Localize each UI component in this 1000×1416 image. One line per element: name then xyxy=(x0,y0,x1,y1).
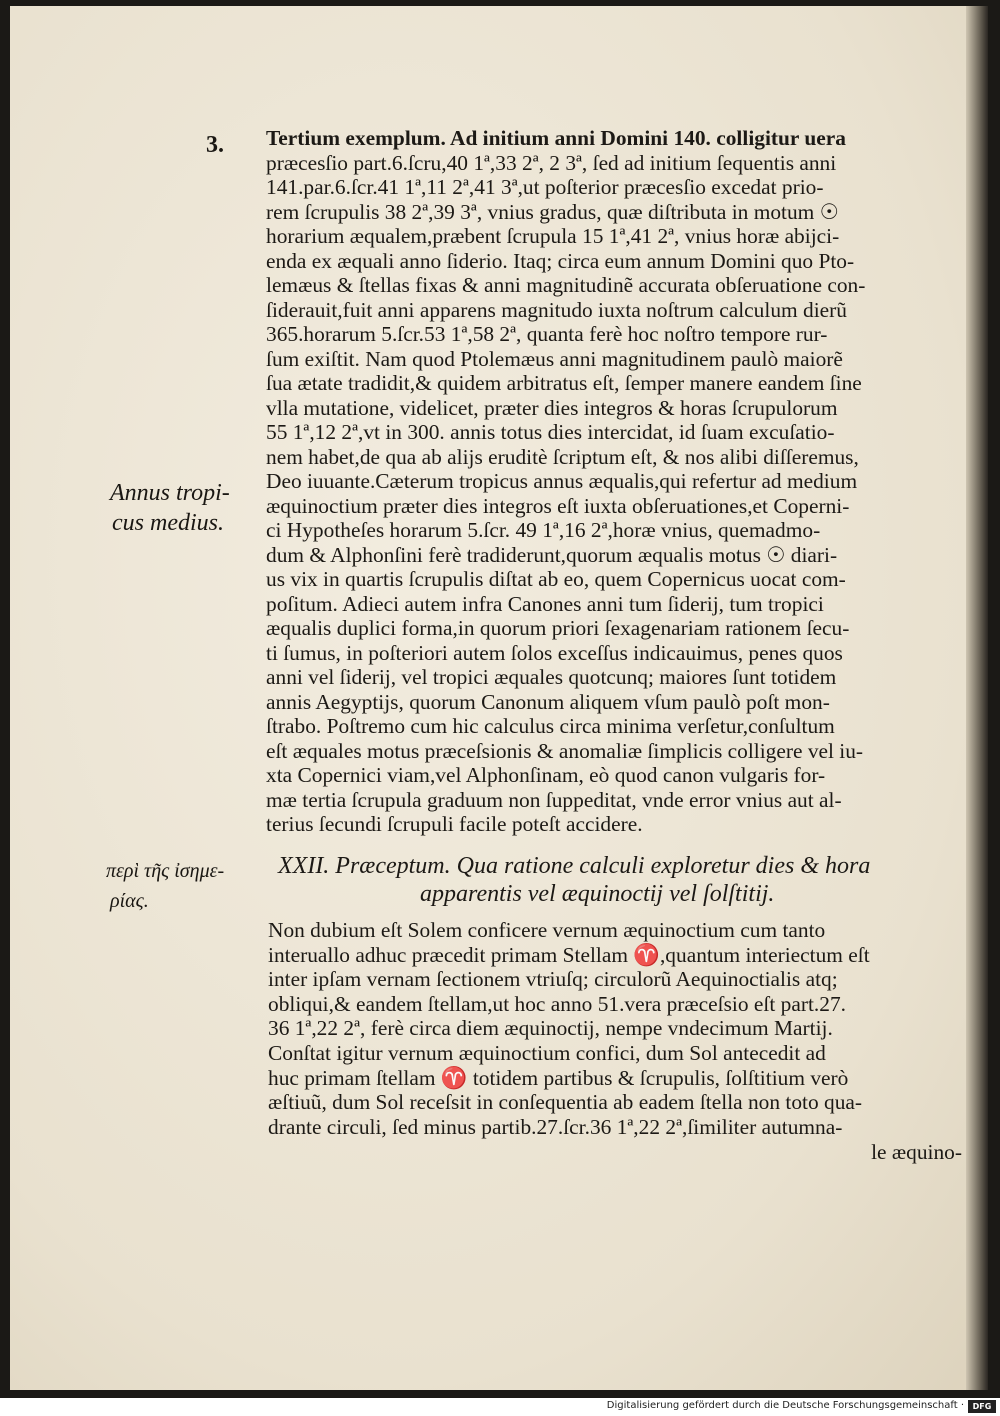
text-line: enda ex æquali anno ſiderio. Itaq; circa eum annum Domini quo Pto- xyxy=(266,248,855,273)
text-line: eſt æquales motus præceſsionis & anomaliæ ſimplicis colligere vel iu- xyxy=(266,738,864,763)
text-line: drante circuli, ſed minus partib.27.ſcr.36 1ª,22 2ª,ſimiliter autumna- xyxy=(268,1114,843,1139)
text-line: vlla mutatione, videlicet, præter dies integros & horas ſcrupulorum xyxy=(266,395,838,420)
text-line: annis Aegyptijs, quorum Canonum aliquem vſum paulò poſt mon- xyxy=(266,689,830,714)
text-line: 36 1ª,22 2ª, ferè circa diem æquinoctij, nempe vndecimum Martij. xyxy=(268,1016,833,1041)
text-line: ſua ætate tradidit,& quidem arbitratus eſt, ſemper manere eandem ſine xyxy=(266,371,862,395)
text-line: Tertium exemplum. Ad initium anni Domini 140. colligitur uera xyxy=(266,126,846,150)
text-line: Non dubium eſt Solem conficere vernum æquinoctium cum tanto xyxy=(268,918,826,942)
text-line: us vix in quartis ſcrupulis diſtat ab eo, quem Copernicus uocat com- xyxy=(266,567,846,591)
text-line: huc primam ſtellam ♈ totidem partibus & ſcrupulis, ſolſtitium verò xyxy=(268,1065,849,1090)
text-line: ſtrabo. Poſtremo cum hic calculus circa minima verſetur,conſultum xyxy=(266,714,835,738)
text-line: horarium æqualem,præbent ſcrupula 15 1ª,41 2ª, vnius horæ abijci- xyxy=(266,224,840,248)
text-line: 365.horarum 5.ſcr.53 1ª,58 2ª, quanta ferè hoc noſtro tempore rur- xyxy=(266,322,828,346)
heading-line: XXII. Præceptum. Qua ratione calculi exploretur dies & hora xyxy=(278,853,871,879)
section-heading xyxy=(278,852,958,908)
page-number: 3. xyxy=(206,132,224,158)
paragraph-non-dubium xyxy=(268,918,962,1139)
text-line: ci Hypotheſes horarum 5.ſcr. 49 1ª,16 2ª,horæ vnius, quemadmo- xyxy=(266,518,821,542)
text-line: Deo iuuante.Cæterum tropicus annus æqualis,qui refertur ad medium xyxy=(266,469,858,493)
margin-note-line: ρίας. xyxy=(110,890,149,912)
margin-note-annus-tropicus xyxy=(110,478,266,538)
margin-note-line: Annus tropi- xyxy=(110,480,230,506)
margin-note-line: cus medius. xyxy=(112,510,224,536)
text-line: inter ipſam vernam ſectionem vtriuſq; circulorũ Aequinoctialis atq; xyxy=(268,967,838,992)
text-line: ſum exiſtit. Nam quod Ptolemæus anni magnitudinem paulò maiorẽ xyxy=(266,346,843,371)
text-line: interuallo adhuc præcedit primam Stellam ♈,quantum interiectum eſt xyxy=(268,942,870,967)
text-line: Conſtat igitur vernum æquinoctium confici, dum Sol antecedit ad xyxy=(268,1040,826,1065)
text-line: ti ſumus, in poſteriori autem ſolos exceſſus indicauimus, penes quos xyxy=(266,640,843,665)
text-line: dum & Alphonſini ferè tradiderunt,quorum æqualis motus ☉ diari- xyxy=(266,542,838,567)
text-line: æquinoctium præter dies integros eſt iuxta obſeruationes,et Coperni- xyxy=(266,493,850,518)
text-line: poſitum. Adieci autem infra Canones anni tum ſiderij, tum tropici xyxy=(266,591,824,616)
text-line: terius ſecundi ſcrupuli facile poteſt accidere. xyxy=(266,812,643,836)
text-line: xta Copernici viam,vel Alphonſinam, eò quod canon vulgaris for- xyxy=(266,763,826,787)
paragraph-tertium-exemplum xyxy=(266,126,960,837)
text-line: 55 1ª,12 2ª,vt in 300. annis totus dies intercidat, id ſuam excuſatio- xyxy=(266,420,835,444)
text-line: ſiderauit,fuit anni apparens magnitudo iuxta noſtrum calculum dierũ xyxy=(266,297,847,322)
text-line: præcesſio part.6.ſcru,40 1ª,33 2ª, 2 3ª, ſed ad initium ſequentis anni xyxy=(266,150,837,175)
digitization-credit: Digitalisierung gefördert durch die Deutsche Forschungsgemeinschaft · xyxy=(606,1400,964,1411)
text-line: obliqui,& eandem ſtellam,ut hoc anno 51.vera præceſsio eſt part.27. xyxy=(268,991,846,1016)
text-line: æqualis duplici forma,in quorum priori ſexagenariam rationem ſecu- xyxy=(266,616,850,640)
text-line: rem ſcrupulis 38 2ª,39 3ª, vnius gradus, quæ diſtributa in motum ☉ xyxy=(266,199,839,224)
text-line: anni vel ſiderij, vel tropici æquales quotcunq; maiores ſunt totidem xyxy=(266,665,837,689)
page-edge-shadow xyxy=(966,6,988,1390)
text-line: lemæus & ſtellas fixas & anni magnitudinẽ accurata obſeruatione con- xyxy=(266,273,866,297)
text-line: mæ tertia ſcrupula graduum non ſuppeditat, vnde error vnius aut al- xyxy=(266,787,842,812)
heading-line: apparentis vel æquinoctij vel ſolſtitij. xyxy=(420,881,775,907)
margin-note-greek xyxy=(106,856,268,916)
dfg-logo: DFG xyxy=(968,1400,996,1413)
text-line: æſtiuũ, dum Sol receſsit in conſequentia ab eadem ſtella non toto qua- xyxy=(268,1090,863,1115)
text-line: 141.par.6.ſcr.41 1ª,11 2ª,41 3ª,ut poſterior præcesſio excedat prio- xyxy=(266,175,824,199)
catchword: le æquino- xyxy=(871,1140,962,1164)
margin-note-line: περὶ τῆς ἰσημε- xyxy=(106,860,225,882)
text-line: nem habet,de qua ab alijs eruditè ſcriptum eſt, & nos alibi diſſeremus, xyxy=(266,444,859,469)
